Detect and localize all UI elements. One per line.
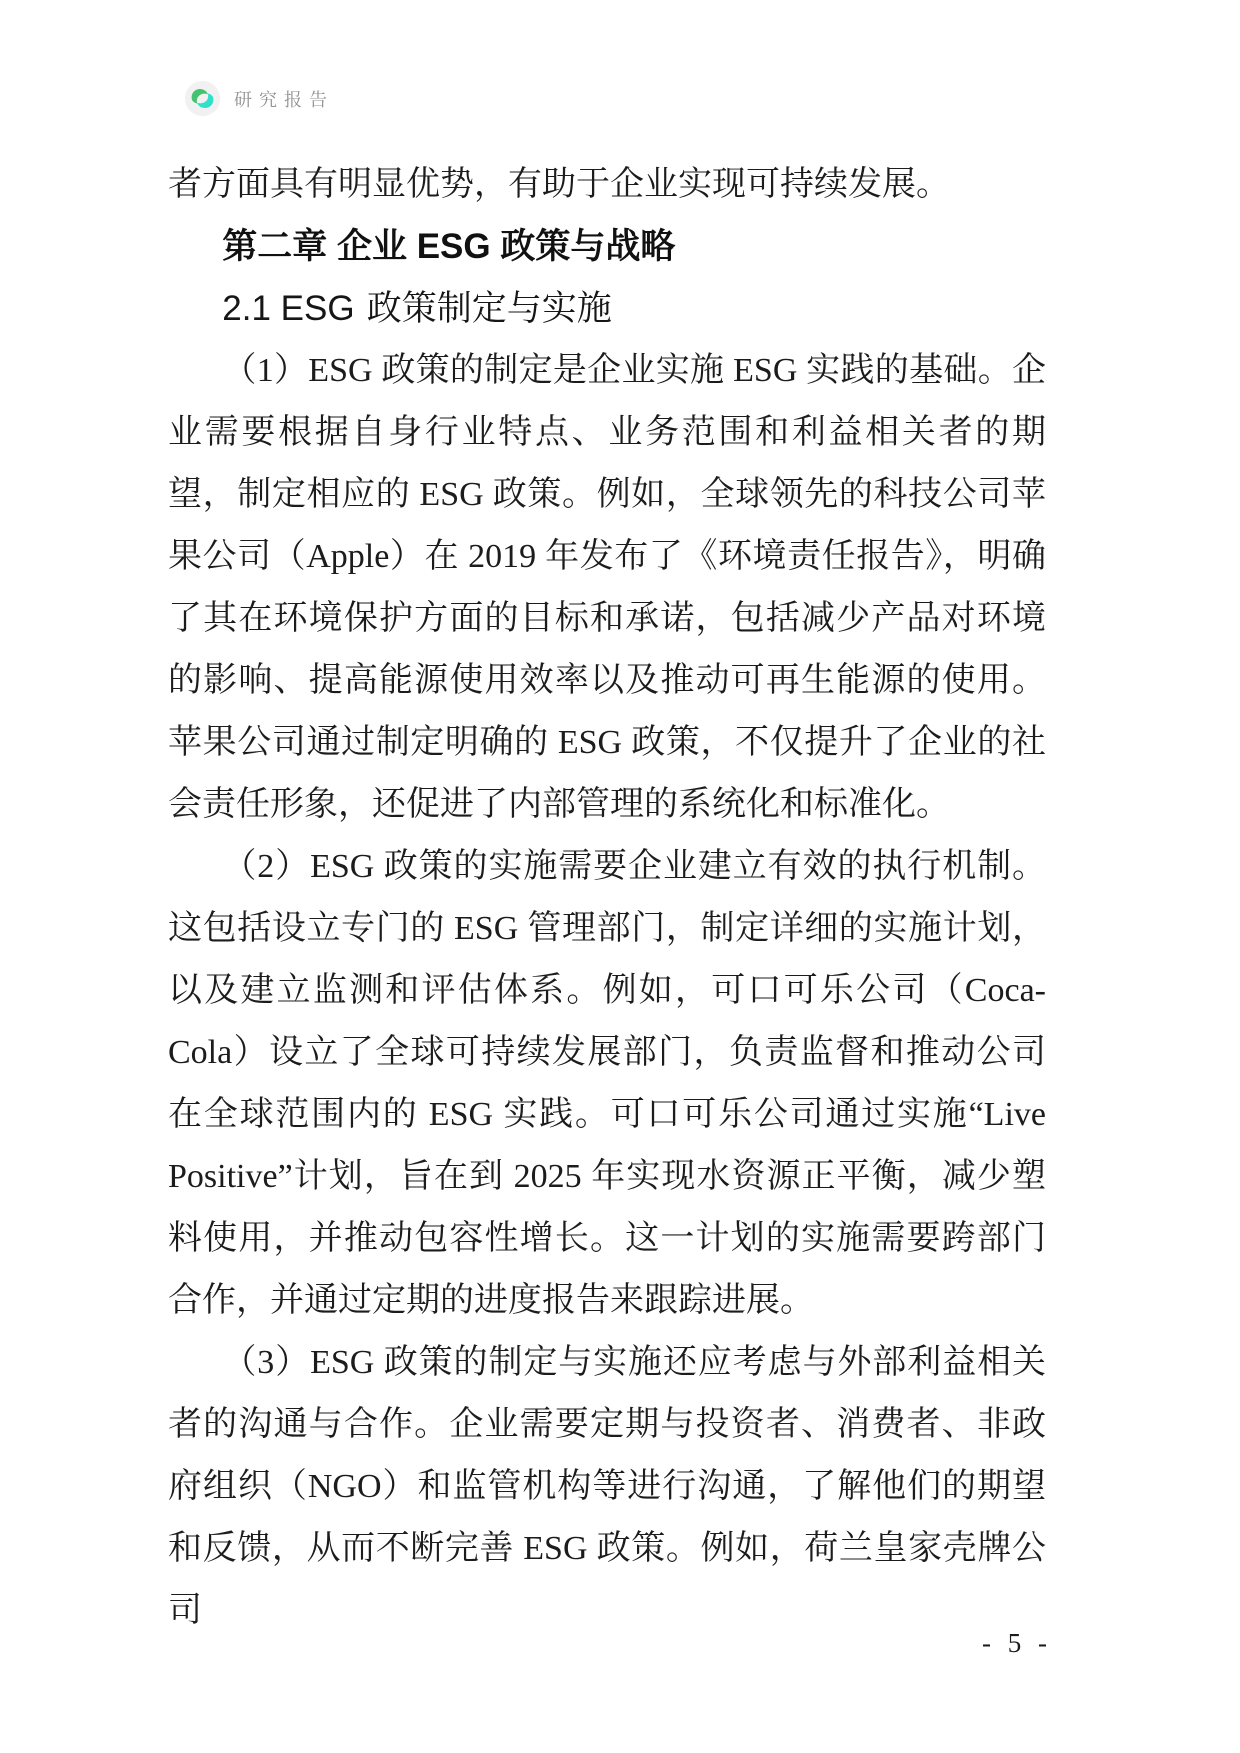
document-body <box>168 154 1046 1642</box>
paragraph-1: （1）ESG 政策的制定是企业实施 ESG 实践的基础。企业需要根据自身行业特点、业务范围和利益相关者的期望，制定相应的 ESG 政策。例如，全球领先的科技公司苹果公司（Apple）在 2019 年发布了《环境责任报告》，明确了其在环境保护方面的目标和承诺，包括减少产品对环境的影响、提高能源使用效率以及推动可再生能源的使用。苹果公司通过制定明确的 ESG 政策，不仅提升了企业的社会责任形象，还促进了内部管理的系统化和标准化。 <box>168 352 1046 823</box>
paragraph-3: （3）ESG 政策的制定与实施还应考虑与外部利益相关者的沟通与合作。企业需要定期与投资者、消费者、非政府组织（NGO）和监管机构等进行沟通，了解他们的期望和反馈，从而不断完善 ESG 政策。例如，荷兰皇家壳牌公司 <box>168 1344 1046 1629</box>
report-header <box>184 80 334 117</box>
page-number: - 5 - <box>982 1628 1052 1658</box>
section-heading-number: 2.1 ESG <box>222 289 355 328</box>
brand-logo-icon <box>184 80 221 117</box>
brand-name-label: 研究报告 <box>234 89 334 110</box>
section-heading <box>168 278 1046 340</box>
page-footer <box>0 1628 1052 1659</box>
paragraph-2: （2）ESG 政策的实施需要企业建立有效的执行机制。这包括设立专门的 ESG 管理部门，制定详细的实施计划，以及建立监测和评估体系。例如，可口可乐公司（Coca-Cola）设立了全球可持续发展部门，负责监督和推动公司在全球范围内的 ESG 实践。可口可乐公司通过实施“Live Positive”计划，旨在到 2025 年实现水资源正平衡，减少塑料使用，并推动包容性增长。这一计划的实施需要跨部门合作，并通过定期的进度报告来跟踪进展。 <box>168 848 1046 1319</box>
section-heading-title: 政策制定与实施 <box>366 289 612 328</box>
chapter-heading: 第二章 企业 ESG 政策与战略 <box>222 227 676 266</box>
paragraph-continuation: 者方面具有明显优势，有助于企业实现可持续发展。 <box>168 166 950 203</box>
